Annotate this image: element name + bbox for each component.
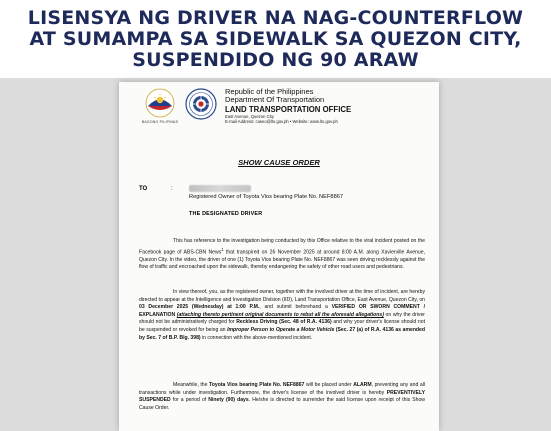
p2-hearing-date: 03 December 2025 (Wednesday) at 1:00 P.M.	[139, 304, 260, 311]
p2-attachment-note-text: (attaching thereto pertinent original documents to rebut all the aforesaid allegations)	[176, 311, 384, 318]
headline-line-3: SUSPENDIDO NG 90 ARAW	[132, 48, 419, 71]
p3-text-2: will be placed under	[304, 382, 354, 388]
letterhead	[225, 88, 351, 124]
to-colon: :	[171, 186, 173, 192]
p2-text-4: on why the driver should not be administratively charged for	[139, 311, 425, 326]
p3-text-5: . He/she is directed to surrender the said license upon receipt of this Show Cause Order.	[139, 397, 425, 411]
footnote-marker: 1	[221, 246, 224, 252]
p2-legal-reference: (Sec. 27 (a) of R.A. 4136 as amended by Sec. 7 of B.P. Blg. 398)	[139, 326, 425, 341]
p3-duration: Ninety (90) days	[208, 397, 249, 404]
p2-text-5: and why your driver's license should not be suspended or revoked for being an	[139, 319, 426, 333]
headline-line-2: AT SUMAMPA SA SIDEWALK SA QUEZON CITY,	[29, 27, 522, 50]
p1-text-2: that transpired on 26 November 2025 at around 8:00 A.M. along Xavierville Avenue, Quezon City. In the video, the driver of one (1) Toyota Vios bearing Plate No. NEF8867 was seen driving recklessly against the flow of traffic and encroached upon the sidewalk, thereby endangering the safety of other road users and pedestrians.	[139, 249, 425, 271]
p2-text-1: In view thereof, you, as the registered owner, together with the involved driver at the time of incident, are hereby directed to appear at the Intelligence and Investigation Division (IID), Land Transportation Office, East Avenue, Quezon City, on	[139, 289, 425, 303]
lto-seal-icon	[185, 88, 217, 120]
paragraph-3	[139, 382, 425, 412]
p3-text-4: for a period of	[170, 397, 209, 404]
p3-alarm: ALARM	[353, 382, 372, 388]
republic-line: Republic of the Philippines	[225, 87, 314, 96]
document-title: SHOW CAUSE ORDER	[238, 158, 320, 167]
p3-text-3: , preventing any and all transactions while under investigation. Furthermore, the driver's license of the involved driver is hereby	[139, 382, 426, 396]
bagong-pilipinas-caption: BAGONG PILIPINAS	[141, 120, 179, 124]
p3-suspension: PREVENTIVELY SUSPENDED	[139, 389, 425, 404]
p2-text-6: in connection with the above-mentioned incident.	[200, 334, 313, 341]
addressee-driver: THE DESIGNATED DRIVER	[189, 211, 263, 217]
paragraph-1	[139, 238, 425, 272]
headline-line-1: LISENSYA NG DRIVER NA NAG-COUNTERFLOW	[27, 6, 524, 29]
office-name: LAND TRANSPORTATION OFFICE	[225, 104, 352, 114]
p2-text-2: , and submit beforehand a	[259, 304, 332, 311]
p2-attachment-note	[177, 312, 384, 318]
bagong-pilipinas-logo	[145, 88, 175, 118]
addressee-owner: Registered Owner of Toyota Vios bearing Plate No. NEF8867	[189, 194, 344, 200]
office-address: East Avenue, Quezon City	[225, 113, 274, 119]
p3-vehicle: Toyota Vios bearing Plate No. NEF8867	[209, 382, 305, 388]
news-headline	[0, 0, 551, 78]
email-website-line: E-mail Address: caseo@lto.gov.ph • Website: www.lto.gov.ph	[225, 119, 338, 125]
p3-text-1: Meanwhile, the	[173, 382, 210, 388]
to-label: TO	[139, 186, 148, 192]
p2-reckless-driving: Reckless Driving (Sec. 48 of R.A. 4136)	[236, 319, 332, 326]
p1-text-1: This has reference to the investigation being conducted by this Office relative to the viral incident posted on the Facebook page of ABS-CBN News	[139, 238, 425, 256]
redacted-name	[189, 185, 251, 192]
p2-improper-person	[227, 327, 334, 333]
p2-improper-person-text: Improper Person to Operate a Motor Vehicle	[227, 326, 335, 333]
p2-comment-requirement: VERIFIED OR SWORN COMMENT / EXPLANATION	[139, 304, 425, 318]
paragraph-2	[139, 289, 425, 342]
department-line: Department Of Transportation	[225, 95, 325, 105]
show-cause-order-document	[119, 82, 439, 431]
